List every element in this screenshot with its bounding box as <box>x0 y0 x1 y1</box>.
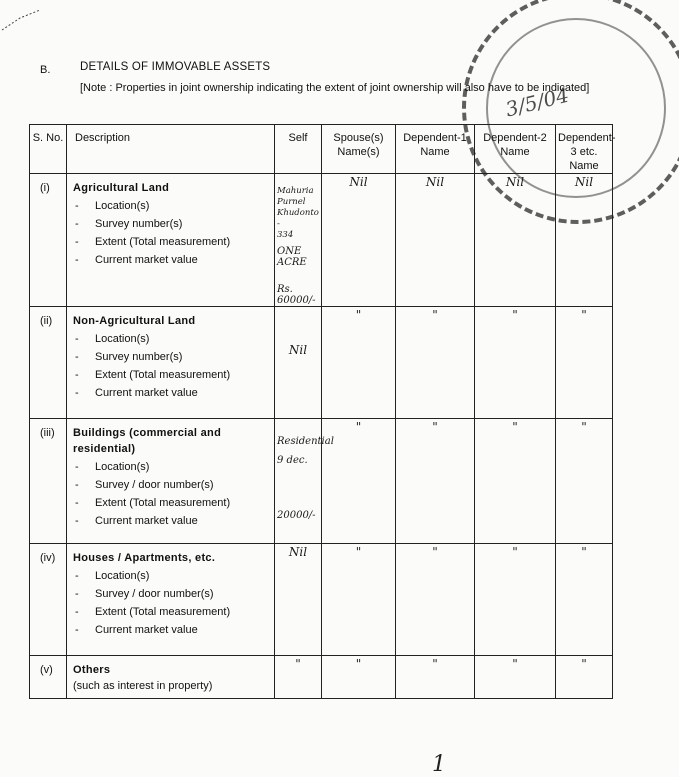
section-title: DETAILS OF IMMOVABLE ASSETS <box>80 61 271 73</box>
row-item: - Current market value <box>73 385 270 401</box>
row-dependent-2: " <box>475 419 556 544</box>
row-dependent-3: " <box>556 544 613 656</box>
row-item: - Extent (Total measurement) <box>73 495 270 511</box>
row-item: - Survey number(s) <box>73 349 270 365</box>
row-description <box>67 307 275 419</box>
row-spouse: Nil <box>322 174 396 307</box>
row-dependent-3: " <box>556 656 613 699</box>
table-row <box>30 174 613 307</box>
row-category: Buildings (commercial and residential) <box>73 427 222 455</box>
row-spouse: " <box>322 656 396 699</box>
row-dependent-3: Nil <box>556 174 613 307</box>
section-letter: B. <box>40 64 51 76</box>
row-item: - Extent (Total measurement) <box>73 234 270 250</box>
page-mark: 1 <box>432 752 446 777</box>
row-sno: (iii) <box>30 419 67 544</box>
row-self <box>275 174 322 307</box>
row-item: - Location(s) <box>73 331 270 347</box>
row-self: " <box>275 656 322 699</box>
row-category: Agricultural Land <box>73 182 170 194</box>
table-row <box>30 419 613 544</box>
header-self: Self <box>275 125 322 174</box>
row-category: Houses / Apartments, etc. <box>73 552 216 564</box>
row-dependent-2: " <box>475 307 556 419</box>
row-category: Non-Agricultural Land <box>73 315 196 327</box>
row-category: Others <box>73 664 111 676</box>
row-item: - Survey / door number(s) <box>73 477 270 493</box>
header-sno: S. No. <box>30 125 67 174</box>
row-sno: (ii) <box>30 307 67 419</box>
immovable-assets-table <box>29 124 616 699</box>
row-item: - Current market value <box>73 252 270 268</box>
row-dependent-2: Nil <box>475 174 556 307</box>
row-self <box>275 419 334 544</box>
row-item: - Current market value <box>73 513 270 529</box>
header-dependent-2: Dependent-2 Name <box>475 125 556 174</box>
row-item: - Location(s) <box>73 459 270 475</box>
self-line: 9 dec. <box>277 455 308 466</box>
self-line: Khudonto - <box>277 208 319 229</box>
row-dependent-1: " <box>396 544 475 656</box>
row-dependent-3: " <box>556 307 613 419</box>
table-row <box>30 544 613 656</box>
row-dependent-3: " <box>556 419 613 544</box>
row-dependent-1: " <box>396 656 475 699</box>
row-dependent-1: Nil <box>396 174 475 307</box>
header-spouse: Spouse(s) Name(s) <box>322 125 396 174</box>
self-line: ONE ACRE <box>277 246 307 268</box>
row-description <box>67 544 275 656</box>
stamp-handwritten-date: 3/5/04 <box>503 82 572 122</box>
corner-smudge-icon <box>0 0 70 40</box>
row-sno: (i) <box>30 174 67 307</box>
row-item: - Location(s) <box>73 198 270 214</box>
row-item: - Current market value <box>73 622 270 638</box>
row-sno: (iv) <box>30 544 67 656</box>
row-item: - Survey / door number(s) <box>73 586 270 602</box>
row-description <box>67 656 275 699</box>
header-dependent-1: Dependent-1 Name <box>396 125 475 174</box>
row-dependent-1: " <box>396 307 475 419</box>
table-row <box>30 307 613 419</box>
row-description <box>67 419 275 544</box>
table-row <box>30 656 613 699</box>
row-spouse: " <box>322 307 396 419</box>
self-line: Mahuria <box>277 186 314 196</box>
row-sno: (v) <box>30 656 67 699</box>
row-dependent-2: " <box>475 656 556 699</box>
table-header-row <box>30 125 613 174</box>
self-line: Purnel <box>277 197 306 207</box>
row-dependent-2: " <box>475 544 556 656</box>
self-line: Rs. 60000/- <box>277 284 316 306</box>
section-note: [Note : Properties in joint ownership indicating the extent of joint ownership will also have to be indicated] <box>80 82 590 94</box>
self-line: Residential <box>277 436 334 447</box>
row-self: Nil <box>275 544 322 656</box>
row-item: - Survey number(s) <box>73 216 270 232</box>
header-description: Description <box>67 125 275 174</box>
row-item: - Extent (Total measurement) <box>73 367 270 383</box>
row-spouse: " <box>322 544 396 656</box>
row-self: Nil <box>275 307 322 419</box>
row-item: - Location(s) <box>73 568 270 584</box>
row-item: (such as interest in property) <box>73 680 213 692</box>
self-line: 334 <box>277 230 294 240</box>
row-item: - Extent (Total measurement) <box>73 604 270 620</box>
row-dependent-1: " <box>396 419 475 544</box>
row-spouse: " <box>322 419 396 544</box>
row-description <box>67 174 275 307</box>
self-line: 20000/- <box>277 510 316 521</box>
header-dependent-3: Dependent-3 etc. Name <box>556 125 613 174</box>
